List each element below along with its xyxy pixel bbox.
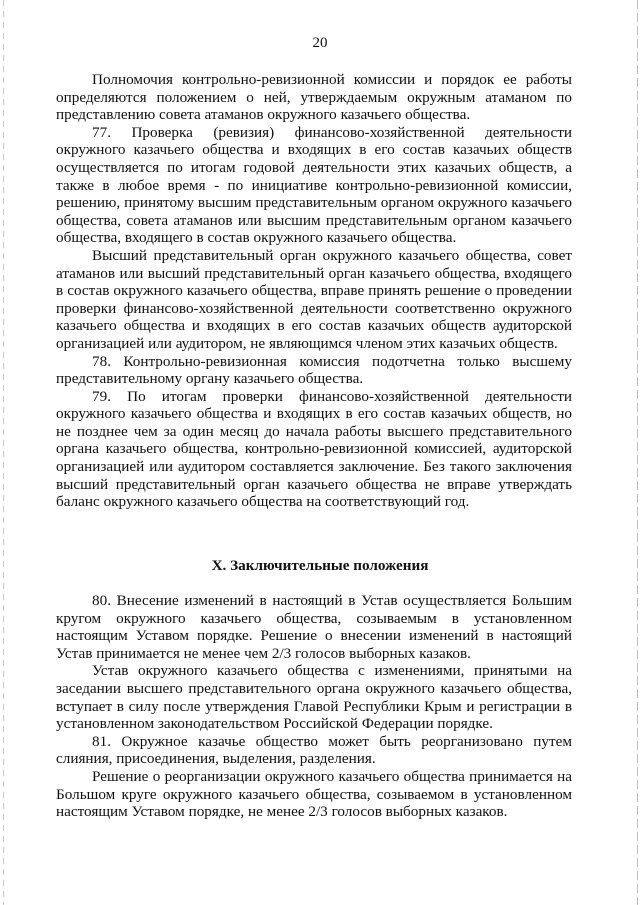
paragraph-80: 80. Внесение изменений в настоящий в Устав осуществляется Большим кругом окружного казачьего общества, созываемым в установленном настоящим Уставом порядке. Решение о внесении изменений в настоящий Устав принимается не менее чем 2/3 голосов выборных казаков.	[56, 592, 572, 662]
paragraph-charter-effect: Устав окружного казачьего общества с изменениями, принятыми на заседании высшего представительного органа окружного казачьего общества, вступает в силу после утверждения Главой Республики Крым и регистрации в установленном законодательством Российской Федерации порядке.	[56, 662, 572, 733]
paragraph-77: 77. Проверка (ревизия) финансово-хозяйственной деятельности окружного казачьего общества и входящих в его состав казачьих обществ осуществляется по итогам годовой деятельности этих казачьих обществ, а также в любое время - по инициативе контрольно-ревизионной комиссии, решению, принятому высшим представительным органом окружного казачьего общества, совета атаманов или высшим представительным органом казачьего общества, входящего в состав окружного казачьего общества.	[56, 123, 572, 247]
paragraph-audit-decision: Высший представительный орган окружного казачьего общества, совет атаманов или высший представительный орган казачьего общества, входящего в состав окружного казачьего общества, вправе принять решение о проведении проверки финансово-хозяйственной деятельности соответственно окружного казачьего общества и входящих в его состав казачьих обществ аудиторской организацией или аудитором, не являющимся членом этих казачьих обществ.	[56, 246, 572, 352]
paragraph-78: 78. Контрольно-ревизионная комиссия подотчетна только высшему представительному органу казачьего общества.	[56, 352, 572, 388]
scan-edge-left	[3, 0, 4, 905]
paragraph-commission-powers: Полномочия контрольно-ревизионной комиссии и порядок ее работы определяются положением о ней, утверждаемым окружным атаманом по представлению совета атаманов окружного казачьего общества.	[56, 71, 572, 124]
page-number: 20	[312, 35, 328, 51]
section-title: X. Заключительные положения	[211, 557, 429, 574]
paragraph-81: 81. Окружное казачье общество может быть реорганизовано путем слияния, присоединения, выделения, разделения.	[56, 732, 572, 768]
scan-edge-right	[637, 0, 638, 905]
paragraph-79: 79. По итогам проверки финансово-хозяйственной деятельности окружного казачьего общества и входящих в его состав казачьих обществ, но не позднее чем за один месяц до начала работы высшего представительного органа казачьего общества, контрольно-ревизионной комиссией, аудиторской организацией или аудитором составляется заключение. Без такого заключения высший представительный орган казачьего общества не вправе утверждать баланс окружного казачьего общества на соответствующий год.	[56, 387, 572, 511]
body-text-top	[56, 71, 572, 511]
paragraph-reorganization: Решение о реорганизации окружного казачьего общества принимается на Большом круге окружного казачьего общества, созываемом в установленном настоящим Уставом порядке, не менее 2/3 голосов выборных казаков.	[56, 767, 572, 821]
body-text-bottom	[56, 592, 572, 821]
